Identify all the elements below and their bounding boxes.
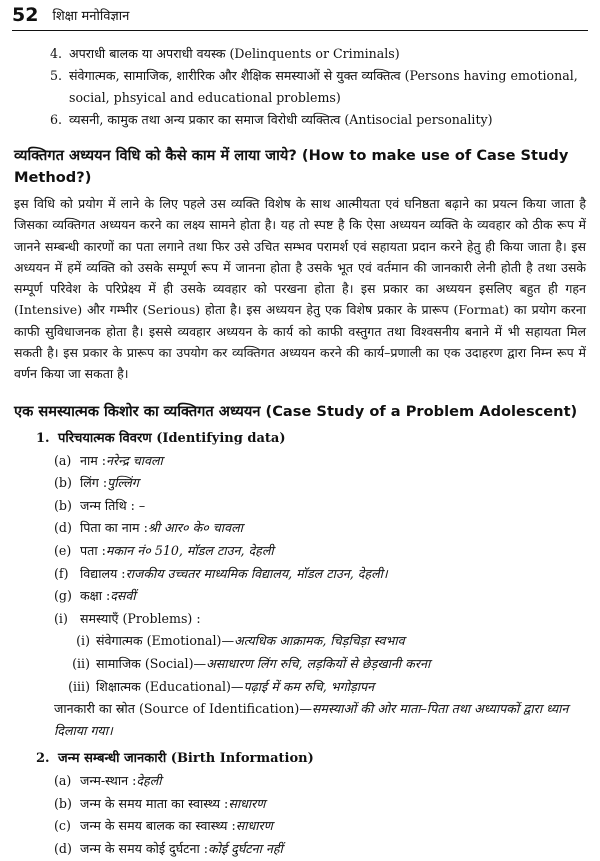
list-item: 4. अपराधी बालक या अपराधी वयस्क (Delinquents or Criminals) — [50, 46, 400, 61]
list-item: (a) नाम : नरेन्द्र चावला — [54, 452, 163, 468]
list-item: (iii) शिक्षात्मक (Educational)— पढ़ाई में कम रुचि, भगोड़ापन — [68, 678, 375, 694]
list-item: (ii) सामाजिक (Social)— असाधारण लिंग रुचि, लड़कियों से छेड़खानी करना — [72, 656, 431, 672]
subsection-title-birth-information: 2. जन्म सम्बन्धी जानकारी (Birth Information) — [36, 751, 314, 767]
list-item: (g) कक्षा : दसवीं — [54, 588, 136, 604]
source-of-identification: जानकारी का स्रोत (Source of Identification)—समस्याओं की ओर माता–पिता तथा अध्यापकों द्वारा ध्यान दिलाया गया। — [54, 701, 569, 738]
list-item: (d) पिता का नाम : श्री आर० के० चावला — [54, 520, 243, 536]
list-item: 6. व्यसनी, कामुक तथा अन्य प्रकार का समाज विरोधी व्यक्तित्व (Antisocial personality) — [50, 112, 493, 127]
list-item: (i) समस्याएँ (Problems) : — [54, 610, 201, 626]
page-number: 52 — [12, 4, 39, 26]
case-subjects-list — [14, 43, 586, 131]
list-item: (c) जन्म के समय बालक का स्वास्थ्य : साधारण — [54, 818, 273, 834]
section-heading-method: व्यक्तिगत अध्ययन विधि को कैसे काम में लाया जाये? (How to make use of Case Study Method?) — [14, 147, 569, 186]
list-item: (b) लिंग : पुल्लिंग — [54, 475, 139, 491]
subsection-title-identifying-data: 1. परिचयात्मक विवरण (Identifying data) — [36, 430, 286, 446]
list-item: (e) पता : मकान नं० 510, मॉडल टाउन, देहली — [54, 543, 274, 559]
body-paragraph: इस विधि को प्रयोग में लाने के लिए पहले उस व्यक्ति विशेष के साथ आत्मीयता एवं घनिष्ठता बढ़ाने का प्रयत्न किया जाता है जिसका व्यक्तिगत अध्ययन करने का लक्ष्य सामने होता है। यह तो स्पष्ट है कि ऐसा अध्ययन व्यक्ति के व्यवहार को ठीक रूप में जानने सम्बन्धी कारणों का पता लगाने तथा फिर उसे उचित सम्भव परामर्श एवं सहायता प्रदान करने हेतु ही किया जाता है। इस अध्ययन में हमें व्यक्ति को उसके सम्पूर्ण रूप में जानना होता है उसके भूत एवं वर्तमान की जानकारी लेनी होती है तथा उसके सम्पूर्ण परिवेश के परिप्रेक्ष्य में ही उसके व्यवहार को परखना होता है। इस प्रकार का अध्ययन इसलिए बहुत ही गहन (Intensive) और गम्भीर (Serious) होता है। इस अध्ययन हेतु एक विशेष प्रकार के प्रारूप (Format) का प्रयोग करना काफी सुविधाजनक होता है। इससे व्यवहार अध्ययन के कार्य को काफी वस्तुगत तथा विश्वसनीय बनाने में भी सहायता मिल सकती है। इस प्रकार के प्रारूप का उपयोग कर व्यक्तिगत अध्ययन करने की कार्य–प्रणाली का एक उदाहरण द्वारा निम्न रूप में वर्णन किया जा सकता है। — [14, 196, 586, 382]
identifying-data-list — [14, 450, 586, 631]
birth-information-list — [14, 770, 586, 860]
list-item: (f) विद्यालय : राजकीय उच्चतर माध्यमिक विद्यालय, मॉडल टाउन, देहली। — [54, 565, 388, 581]
list-item: (i) संवेगात्मक (Emotional)— अत्यधिक आक्रामक, चिड़चिड़ा स्वभाव — [76, 633, 405, 649]
problems-list — [14, 630, 586, 698]
list-item: (b) जन्म तिथि : – — [54, 497, 146, 513]
list-item: (d) जन्म के समय कोई दुर्घटना : कोई दुर्घटना नहीं — [54, 840, 283, 856]
page-header — [12, 0, 588, 31]
list-item: (b) जन्म के समय माता का स्वास्थ्य : साधारण — [54, 795, 266, 811]
section-heading-case-study: एक समस्यात्मक किशोर का व्यक्तिगत अध्ययन (Case Study of a Problem Adolescent) — [14, 402, 578, 420]
running-head: शिक्षा मनोविज्ञान — [52, 9, 130, 24]
list-item: 5. संवेगात्मक, सामाजिक, शारीरिक और शैक्षिक समस्याओं से युक्त व्यक्तित्व (Persons having emotional, social, phsyical and educational problems) — [50, 68, 578, 105]
list-item: (a) जन्म-स्थान : देहली — [54, 773, 162, 789]
